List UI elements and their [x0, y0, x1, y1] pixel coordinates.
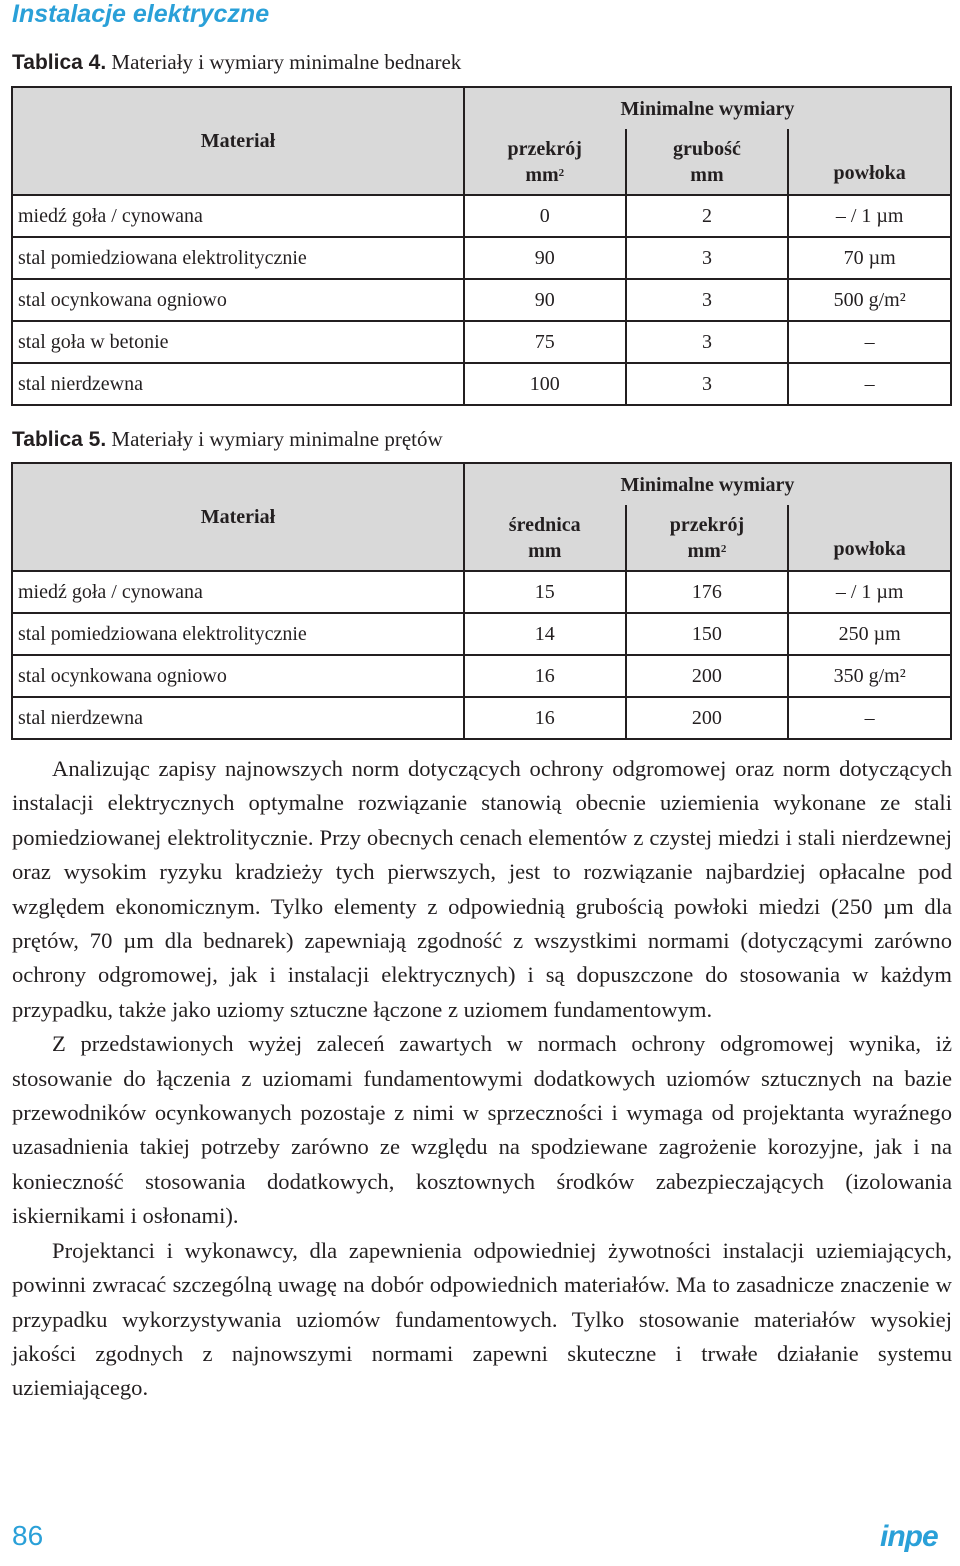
table4-header-col2	[626, 129, 789, 195]
value-cell: 75	[464, 321, 626, 363]
value-cell: 200	[626, 697, 789, 739]
material-cell: stal goła w betonie	[12, 321, 464, 363]
value-cell: 200	[626, 655, 789, 697]
table-row	[12, 613, 951, 655]
table-row	[12, 571, 951, 613]
coating-cell: 250 µm	[788, 613, 951, 655]
page-number: 86	[12, 1520, 44, 1551]
table4-caption	[12, 50, 461, 75]
table4-col1-line2: $mm^2$	[525, 163, 565, 186]
paragraph-1: Analizując zapisy najnowszych norm dotyczących ochrony odgromowej oraz norm dotyczących instalacji elektrycznych optymalne rozwiązanie stanowią obecnie uziemienia wykonane ze stali pomiedziowanej elektrolitycznie. Przy obecnych cenach elementów z czystej miedzi i stali nierdzewnej oraz wysokim ryzyku kradzieży tych pierwszych, jest to rozwiązanie najbardziej opłacalne pod względem ekonomicznym. Tylko elementy z odpowiednią grubością powłoki miedzi (250 µm dla prętów, 70 µm dla bednarek) zapewniają zgodność z wszystkimi normami (dotyczącymi zarówno ochrony odgromowej, jak i instalacji elektrycznych) i są dopuszczone do stosowania w każdym przypadku, także jako uziomy sztuczne łączone z uziomem fundamentowym.	[12, 756, 952, 1022]
table5-header-col3: powłoka	[788, 505, 951, 571]
table-row	[12, 237, 951, 279]
table5-header-group: Minimalne wymiary	[464, 463, 951, 505]
coating-cell: 350 g/m²	[788, 655, 951, 697]
section-header: Instalacje elektryczne	[12, 0, 270, 28]
value-cell: 150	[626, 613, 789, 655]
value-cell: 16	[464, 697, 626, 739]
table5-caption-text: Materiały i wymiary minimalne prętów	[111, 427, 443, 451]
table4-col1-line1: przekrój	[507, 137, 582, 160]
value-cell: 3	[626, 237, 789, 279]
table4-header-material: Materiał	[12, 87, 464, 195]
coating-cell: 500 g/m²	[788, 279, 951, 321]
coating-cell: –	[788, 363, 951, 405]
table-row	[12, 321, 951, 363]
table5-col2-line1: przekrój	[669, 513, 745, 536]
table4-col2-line2: mm	[690, 163, 724, 186]
table4-header-col1	[464, 129, 626, 195]
table4-caption-text: Materiały i wymiary minimalne bednarek	[111, 50, 462, 74]
table5-col1-line2: mm	[528, 539, 562, 562]
value-cell: 176	[626, 571, 789, 613]
table-row	[12, 697, 951, 739]
table4-col2-line1: grubość	[673, 137, 741, 160]
publisher-logo: inpe	[880, 1520, 938, 1553]
material-cell: stal ocynkowana ogniowo	[12, 655, 464, 697]
coating-cell: – / 1 µm	[788, 195, 951, 237]
value-cell: 16	[464, 655, 626, 697]
table5	[11, 462, 952, 740]
coating-cell: 70 µm	[788, 237, 951, 279]
value-cell: 3	[626, 363, 789, 405]
material-cell: stal ocynkowana ogniowo	[12, 279, 464, 321]
material-cell: miedź goła / cynowana	[12, 571, 464, 613]
coating-cell: –	[788, 697, 951, 739]
material-cell: stal pomiedziowana elektrolitycznie	[12, 237, 464, 279]
table-row	[12, 655, 951, 697]
table-row	[12, 195, 951, 237]
table-row	[12, 363, 951, 405]
table5-caption	[12, 427, 443, 452]
table4-header-col3: powłoka	[788, 129, 951, 195]
value-cell: 3	[626, 279, 789, 321]
body-text	[12, 752, 952, 1406]
table5-col2-line2: $mm^2$	[687, 539, 727, 562]
value-cell: 15	[464, 571, 626, 613]
material-cell: miedź goła / cynowana	[12, 195, 464, 237]
table5-caption-label: Tablica 5.	[12, 428, 107, 451]
coating-cell: – / 1 µm	[788, 571, 951, 613]
table4-header-group: Minimalne wymiary	[464, 87, 951, 129]
table4	[11, 86, 952, 406]
material-cell: stal nierdzewna	[12, 363, 464, 405]
value-cell: 0	[464, 195, 626, 237]
value-cell: 14	[464, 613, 626, 655]
value-cell: 2	[626, 195, 789, 237]
table5-header-col1	[464, 505, 626, 571]
paragraph-2: Z przedstawionych wyżej zaleceń zawartych w normach ochrony odgromowej wynika, iż stosowanie do łączenia z uziomami fundamentowymi dodatkowych uziomów sztucznych na bazie przewodników ocynkowanych pozostaje z nimi w sprzeczności i wymaga od projektanta wyraźnego uzasadnienia takiej potrzeby zarówno ze względu na spodziewane zagrożenie korozyjne, jak i na konieczność stosowania dodatkowych, kosztownych środków zabezpieczających (izolowania iskiernikami i osłonami).	[12, 1031, 952, 1229]
value-cell: 100	[464, 363, 626, 405]
table5-header-col2	[626, 505, 789, 571]
value-cell: 90	[464, 237, 626, 279]
table4-caption-label: Tablica 4.	[12, 51, 107, 74]
material-cell: stal pomiedziowana elektrolitycznie	[12, 613, 464, 655]
material-cell: stal nierdzewna	[12, 697, 464, 739]
paragraph-3: Projektanci i wykonawcy, dla zapewnienia odpowiedniej żywotności instalacji uziemiających, powinni zwracać szczególną uwagę na dobór odpowiednich materiałów. Ma to zasadnicze znaczenie w przypadku wykorzystywania uziomów fundamentowych. Tylko stosowanie materiałów wysokiej jakości zgodnych z najnowszymi normami zapewni skuteczne i trwałe działanie systemu uziemiającego.	[12, 1237, 952, 1401]
value-cell: 90	[464, 279, 626, 321]
table5-col1-line1: średnica	[508, 513, 581, 536]
table-row	[12, 279, 951, 321]
coating-cell: –	[788, 321, 951, 363]
value-cell: 3	[626, 321, 789, 363]
table5-header-material: Materiał	[12, 463, 464, 571]
